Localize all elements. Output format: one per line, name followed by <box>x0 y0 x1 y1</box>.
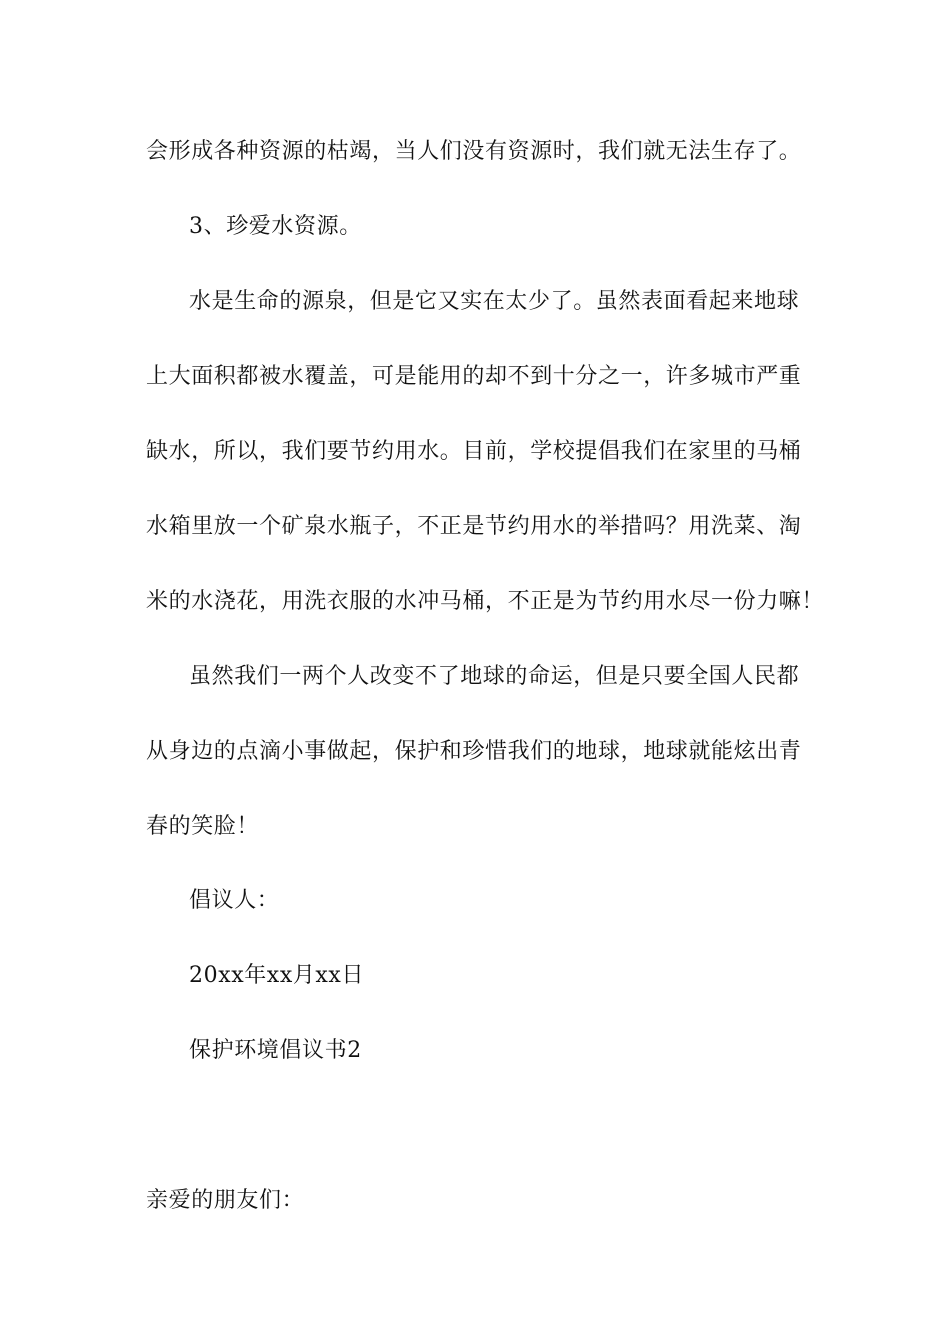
paragraph-line: 米的水浇花，用洗衣服的水冲马桶，不正是为节约用水尽一份力嘛！ <box>146 589 825 614</box>
date-line: 20xx年xx月xx日 <box>189 963 365 988</box>
salutation: 亲爱的朋友们： <box>146 1188 305 1213</box>
paragraph-line: 水是生命的源泉，但是它又实在太少了。虽然表面看起来地球 <box>189 289 800 314</box>
paragraph-line: 春的笑脸！ <box>146 814 260 839</box>
paragraph-line: 上大面积都被水覆盖，可是能用的却不到十分之一，许多城市严重 <box>146 364 802 389</box>
paragraph-line: 会形成各种资源的枯竭，当人们没有资源时，我们就无法生存了。 <box>146 139 802 164</box>
paragraph-line: 虽然我们一两个人改变不了地球的命运，但是只要全国人民都 <box>189 664 800 689</box>
signature-label: 倡议人： <box>189 888 280 913</box>
section-heading: 3、珍爱水资源。 <box>189 214 362 239</box>
paragraph-line: 水箱里放一个矿泉水瓶子，不正是节约用水的举措吗？用洗菜、淘 <box>146 514 802 539</box>
paragraph-line: 缺水，所以，我们要节约用水。目前，学校提倡我们在家里的马桶 <box>146 439 802 464</box>
paragraph-line: 从身边的点滴小事做起，保护和珍惜我们的地球，地球就能炫出青 <box>146 739 802 764</box>
document-title: 保护环境倡议书2 <box>189 1038 362 1063</box>
